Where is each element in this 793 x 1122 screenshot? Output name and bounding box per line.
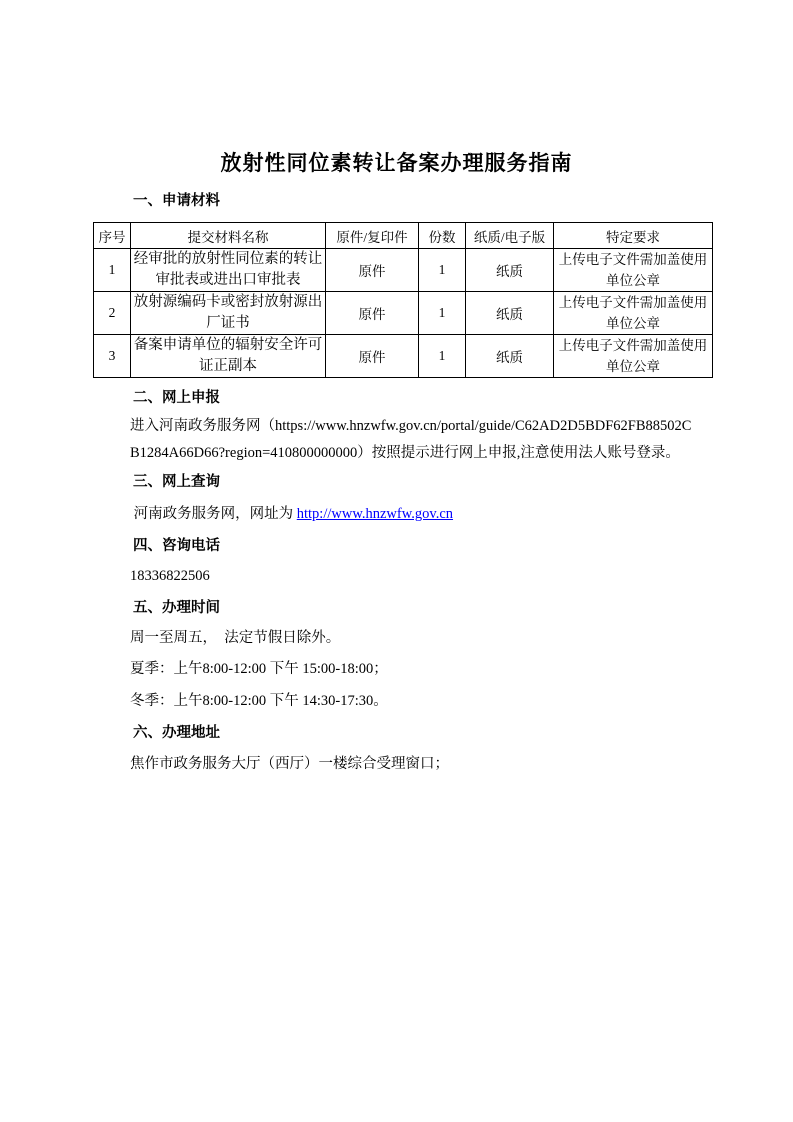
cell-index: 3 xyxy=(94,335,131,378)
hnzwfw-link[interactable]: http://www.hnzwfw.gov.cn xyxy=(296,506,454,522)
column-header-specific-requirements: 特定要求 xyxy=(554,223,713,249)
cell-original: 原件 xyxy=(326,335,419,378)
cell-material-name: 备案申请单位的辐射安全许可证正副本 xyxy=(131,335,326,378)
column-header-material-name: 提交材料名称 xyxy=(131,223,326,249)
cell-count: 1 xyxy=(419,249,466,292)
cell-original: 原件 xyxy=(326,249,419,292)
cell-count: 1 xyxy=(419,335,466,378)
table-row xyxy=(94,335,713,378)
cell-index: 2 xyxy=(94,292,131,335)
table-header-row xyxy=(94,223,713,249)
section-heading-application-materials: 一、申请材料 xyxy=(133,193,220,209)
column-header-paper-or-electronic: 纸质/电子版 xyxy=(466,223,554,249)
materials-table xyxy=(93,222,713,378)
office-hours-weekdays: 周一至周五， 法定节假日除外。 xyxy=(130,630,341,646)
office-address-text: 焦作市政务服务大厅（西厅）一楼综合受理窗口； xyxy=(130,756,449,772)
section-heading-office-hours: 五、办理时间 xyxy=(133,600,220,616)
online-inquiry-prefix: 河南政务服务网，网址为 xyxy=(130,506,297,522)
column-header-original-or-copy: 原件/复印件 xyxy=(326,223,419,249)
cell-medium: 纸质 xyxy=(466,335,554,378)
section-heading-online-inquiry: 三、网上查询 xyxy=(133,474,220,490)
cell-requirement: 上传电子文件需加盖使用单位公章 xyxy=(554,292,713,335)
cell-requirement: 上传电子文件需加盖使用单位公章 xyxy=(554,335,713,378)
cell-requirement: 上传电子文件需加盖使用单位公章 xyxy=(554,249,713,292)
cell-count: 1 xyxy=(419,292,466,335)
section-heading-consult-phone: 四、咨询电话 xyxy=(133,538,220,554)
cell-original: 原件 xyxy=(326,292,419,335)
online-inquiry-text xyxy=(130,503,793,525)
table-row xyxy=(94,292,713,335)
office-hours-winter: 冬季：上午8:00-12:00 下午 14:30-17:30。 xyxy=(130,693,388,709)
column-header-index: 序号 xyxy=(94,223,131,249)
table-row xyxy=(94,249,713,292)
consult-phone-number: 18336822506 xyxy=(130,568,210,584)
cell-medium: 纸质 xyxy=(466,292,554,335)
cell-index: 1 xyxy=(94,249,131,292)
online-declaration-text-line2: B1284A66D66?region=410800000000）按照提示进行网上申报,注意使用法人账号登录。 xyxy=(130,445,680,461)
page-title: 放射性同位素转让备案办理服务指南 xyxy=(220,152,573,175)
column-header-count: 份数 xyxy=(419,223,466,249)
cell-medium: 纸质 xyxy=(466,249,554,292)
cell-material-name: 放射源编码卡或密封放射源出厂证书 xyxy=(131,292,326,335)
online-declaration-text-line1: 进入河南政务服务网（https://www.hnzwfw.gov.cn/portal/guide/C62AD2D5BDF62FB88502C xyxy=(130,418,692,434)
cell-material-name: 经审批的放射性同位素的转让审批表或进出口审批表 xyxy=(131,249,326,292)
section-heading-online-declaration: 二、网上申报 xyxy=(133,390,220,406)
office-hours-summer: 夏季：上午8:00-12:00 下午 15:00-18:00； xyxy=(130,661,388,677)
section-heading-office-address: 六、办理地址 xyxy=(133,725,220,741)
